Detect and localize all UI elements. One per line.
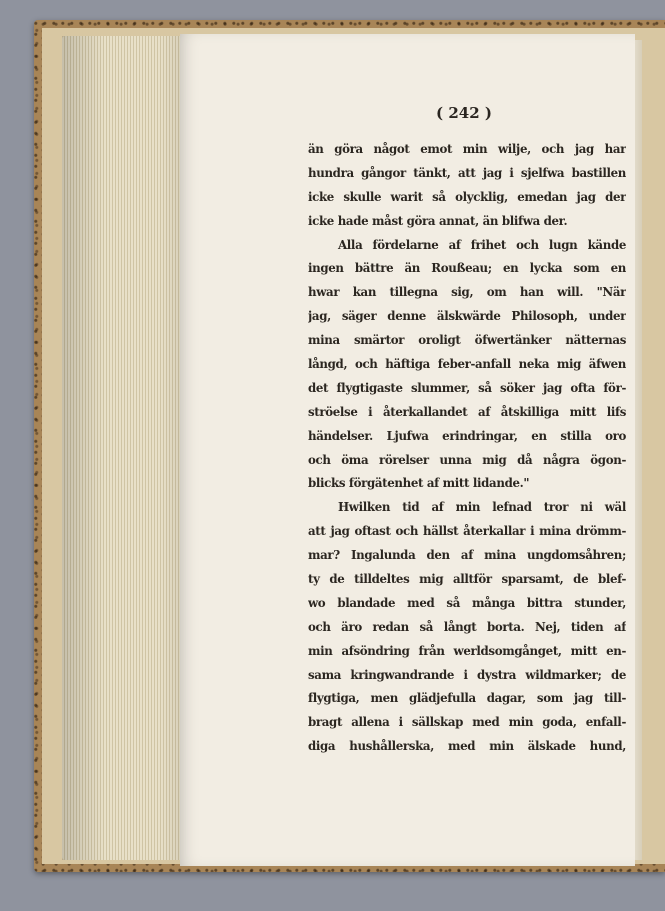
text-line: Alla fördelarne af frihet och lugn kände [338, 237, 626, 252]
text-line: ty de tilldeltes mig alltför sparsamt, de blef- [308, 572, 626, 587]
text-line: Hwilken tid af min lefnad tror ni wäl [338, 500, 626, 515]
text-line: än göra något emot min wilje, och jag har [308, 142, 626, 156]
text-line: att jag oftast och hällst återkallar i mina drömm- [308, 524, 626, 539]
text-line: sama kringwandrande i dystra wildmarker; de [308, 667, 626, 682]
text-line: händelser. Ljufwa erindringar, en stilla oro [308, 428, 626, 443]
text-line: hwar kan tillegna sig, om han will. "När [308, 285, 626, 300]
text-line: och öma rörelser unna mig då några ögon- [308, 452, 626, 467]
text-line: ströelse i återkallandet af åtskilliga mitt lifs [308, 404, 626, 419]
text-line: diga hushållerska, med min älskade hund, [308, 739, 626, 754]
text-line: flygtiga, men glädjefulla dagar, som jag till- [308, 691, 626, 706]
text-line: och äro redan så långt borta. Nej, tiden af [308, 619, 626, 634]
text-line: mina smärtor oroligt öfwertänker nätternas [308, 333, 626, 348]
text-line: långd, och häftiga feber-anfall neka mig äfwen [308, 357, 626, 372]
text-line: mar? Ingalunda den af mina ungdomsåhren; [308, 548, 626, 563]
text-line: hundra gångor tänkt, att jag i sjelfwa bastillen [308, 165, 626, 180]
text-line: bragt allena i sällskap med min goda, enfall- [308, 715, 626, 730]
text-line: blicks förgätenhet af mitt lidande." [308, 476, 530, 491]
text-line: icke hade måst göra annat, än blifwa der. [308, 213, 568, 228]
page-block-shading [62, 36, 184, 860]
page-number: ( 242 ) [436, 104, 492, 122]
text-line: det flygtigaste slummer, så söker jag ofta för- [308, 380, 626, 395]
text-line: icke skulle warit så olycklig, emedan jag der [308, 189, 626, 204]
text-line: ingen bättre än Roußeau; en lycka som en [308, 261, 626, 276]
page-text [308, 138, 626, 759]
text-line: wo blandade med så många bittra stunder, [308, 595, 626, 610]
text-line: jag, säger denne älskwärde Philosoph, under [308, 309, 626, 324]
text-line: min afsöndring från werldsomgånget, mitt en- [308, 643, 626, 658]
